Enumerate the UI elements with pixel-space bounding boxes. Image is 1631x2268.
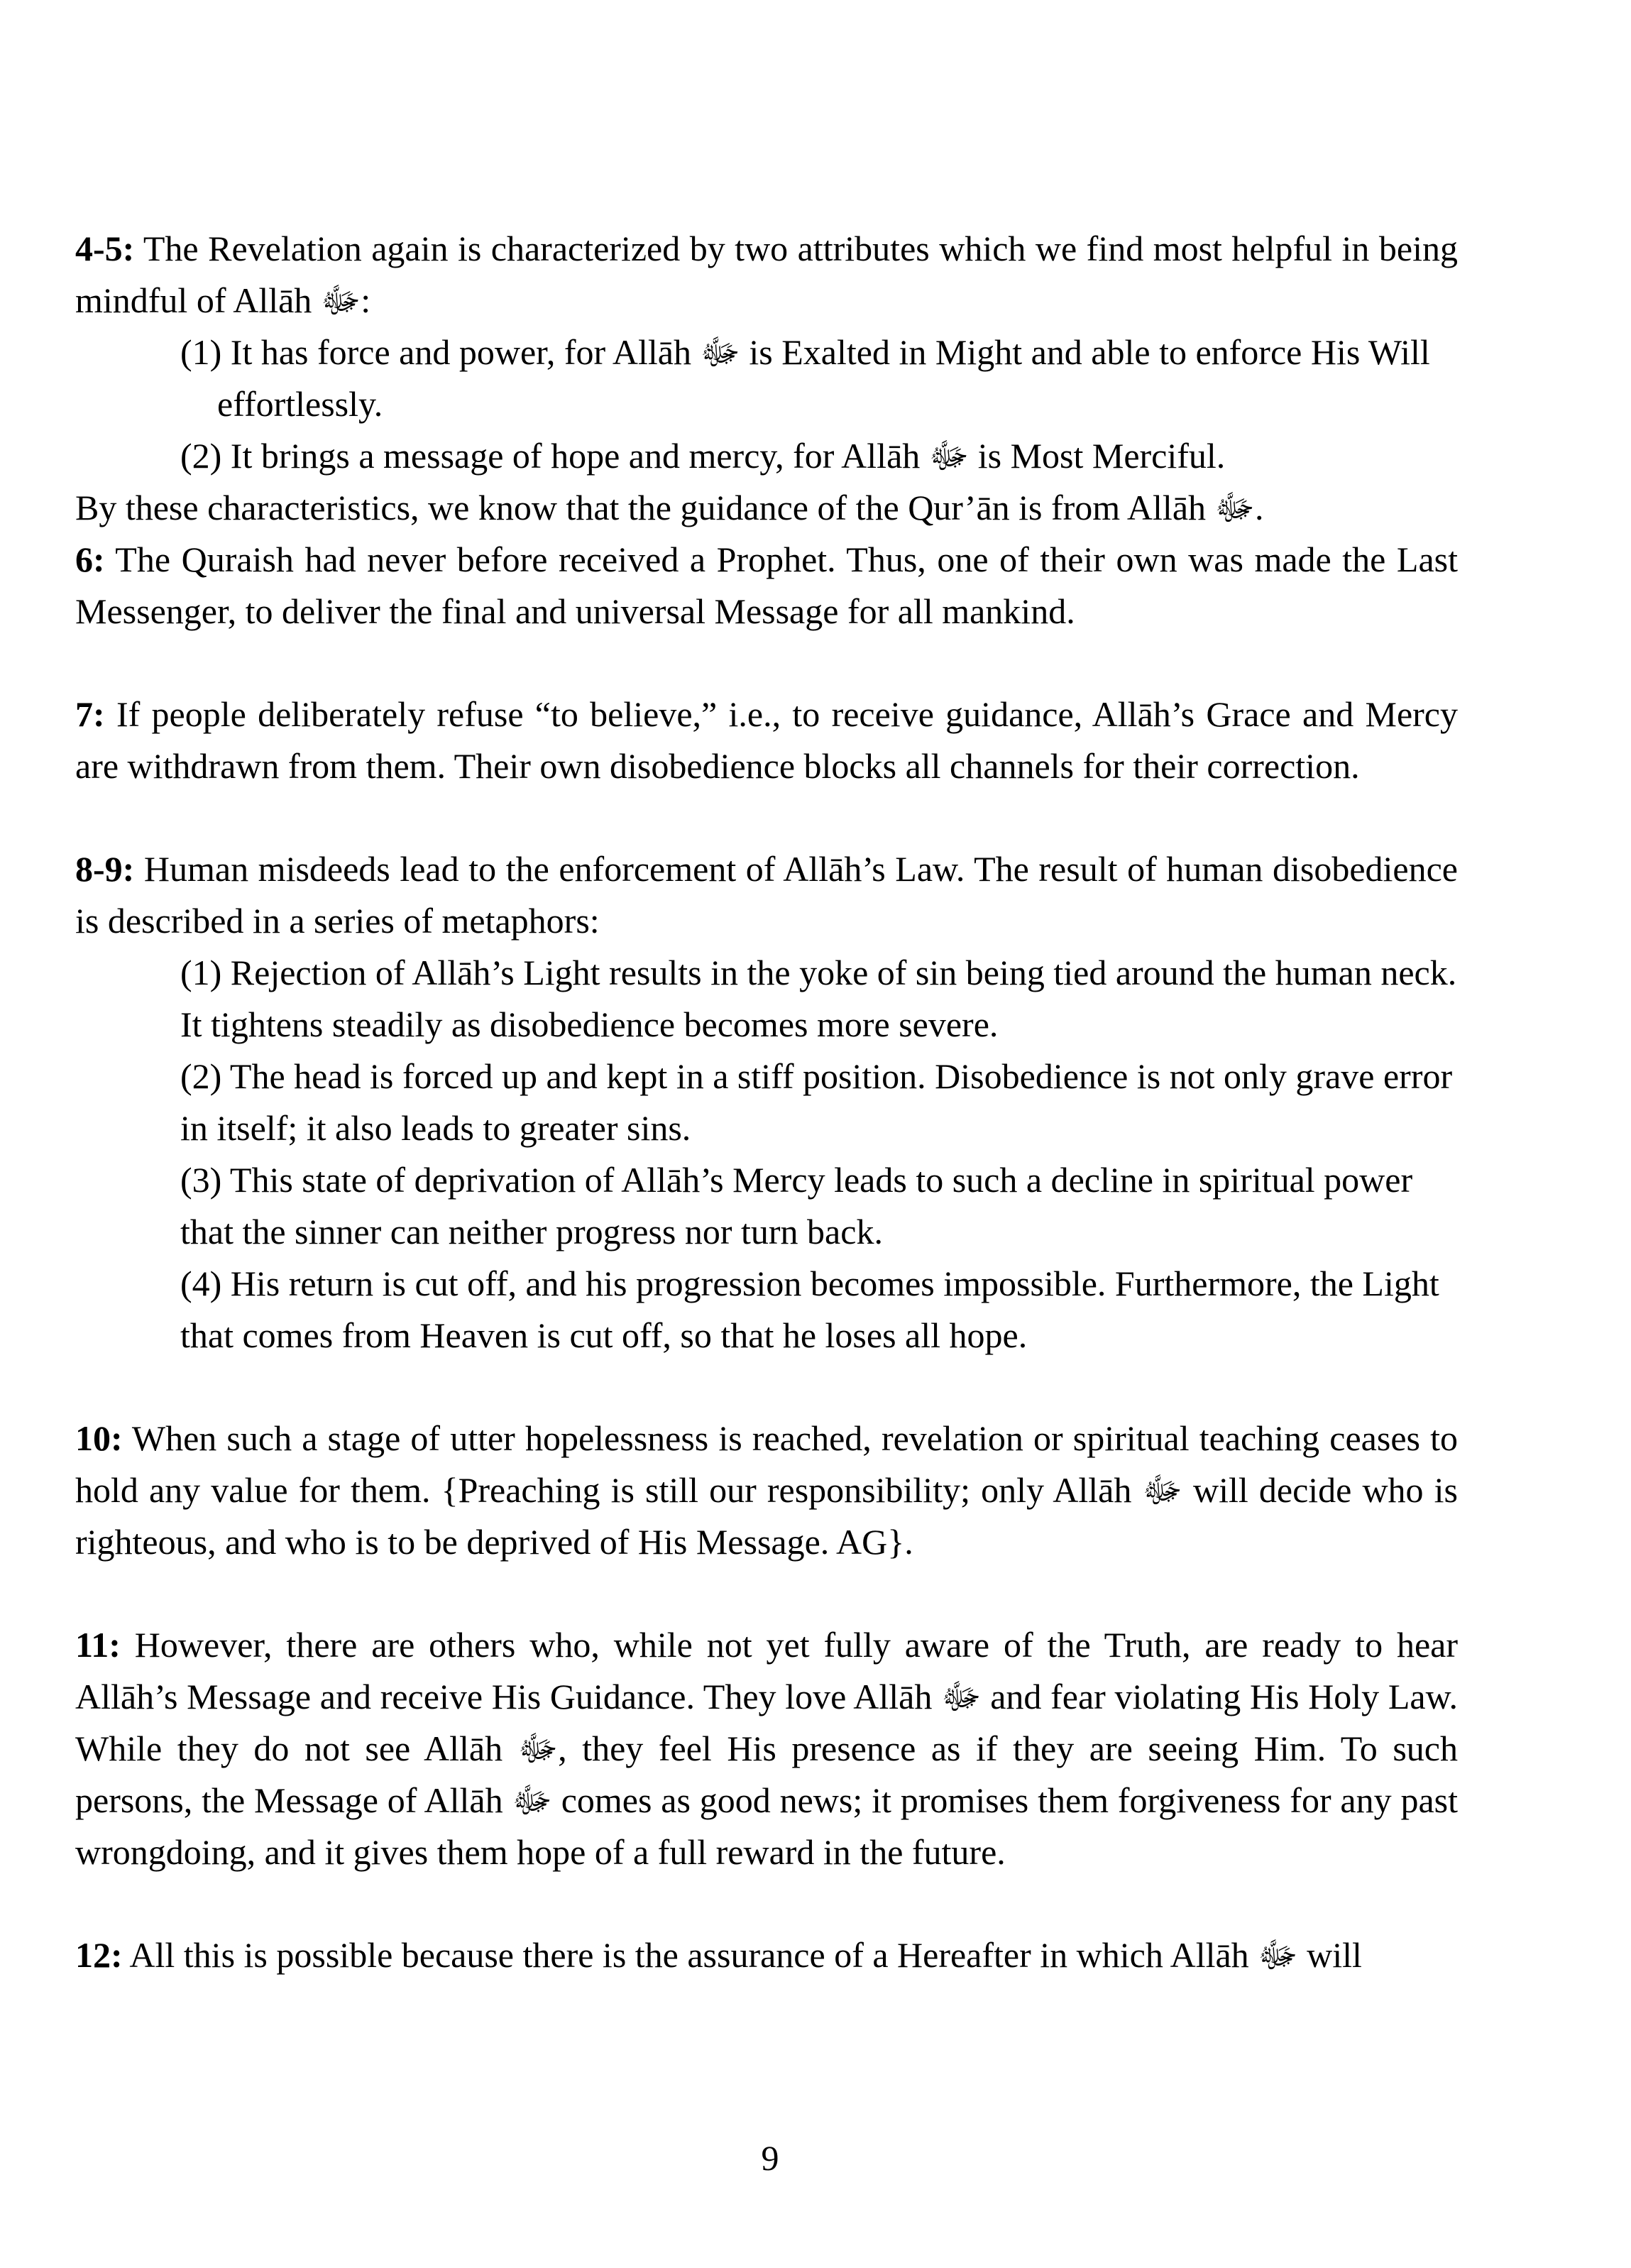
paragraph-12 — [75, 1929, 1458, 1981]
verse-ref: 6: — [75, 539, 105, 579]
list-item: (2) The head is forced up and kept in a stiff position. Disobedience is not only grave error in itself; it also leads to greater sins. — [180, 1056, 1453, 1148]
paragraph-gap — [75, 637, 1458, 689]
paragraph-6 — [75, 534, 1458, 637]
verse-ref: 8-9: — [75, 849, 135, 889]
verse-ref: 10: — [75, 1418, 123, 1458]
paragraph-text: When such a stage of utter hopelessness is reached, revelation or spiritual teaching ceases to hold any value for them. {Preaching is still our responsibility; only Allāh ﷻ will decide who is righteous, and who is to be deprived of His Message. AG}. — [75, 1418, 1458, 1562]
verse-ref: 7: — [75, 694, 105, 734]
verse-ref: 4-5: — [75, 229, 135, 268]
paragraph-text: The Quraish had never before received a Prophet. Thus, one of their own was made the Last Messenger, to deliver the final and universal Message for all mankind. — [75, 539, 1458, 631]
verse-ref: 11: — [75, 1625, 121, 1665]
list-item: (2) It brings a message of hope and mercy, for Allāh ﷻ is Most Merciful. — [180, 436, 1226, 476]
paragraph-11 — [75, 1619, 1458, 1878]
paragraph-10 — [75, 1413, 1458, 1568]
paragraph-closing: By these characteristics, we know that the guidance of the Qur’ān is from Allāh ﷻ. — [75, 488, 1264, 527]
paragraph-4-5 — [75, 223, 1458, 327]
paragraph-text: The Revelation again is characterized by two attributes which we find most helpful in being mindful of Allāh ﷻ: — [75, 229, 1458, 320]
list-item: (3) This state of deprivation of Allāh’s Mercy leads to such a decline in spiritual power that the sinner can neither progress nor turn back. — [180, 1160, 1413, 1251]
paragraph-gap — [75, 1878, 1458, 1929]
paragraph-gap — [75, 792, 1458, 843]
paragraph-text: All this is possible because there is the assurance of a Hereafter in which Allāh ﷻ will — [122, 1935, 1362, 1975]
paragraph-text: Human misdeeds lead to the enforcement of Allāh’s Law. The result of human disobedience is described in a series of metaphors: — [75, 849, 1458, 941]
paragraph-gap — [75, 1362, 1458, 1413]
page-number: 9 — [761, 2138, 779, 2178]
body-text — [75, 223, 1458, 1981]
paragraph-7 — [75, 689, 1458, 792]
paragraph-gap — [75, 1568, 1458, 1619]
paragraph-8-9 — [75, 843, 1458, 947]
verse-ref: 12: — [75, 1935, 123, 1975]
list-item: (4) His return is cut off, and his progression becomes impossible. Furthermore, the Light that comes from Heaven is cut off, so that he loses all hope. — [180, 1264, 1439, 1355]
list-item: (1) Rejection of Allāh’s Light results in the yoke of sin being tied around the human neck. It tightens steadily as disobedience becomes more severe. — [180, 953, 1457, 1044]
list-item: (1) It has force and power, for Allāh ﷻ is Exalted in Might and able to enforce His Will effortlessly. — [180, 332, 1430, 424]
paragraph-text: However, there are others who, while not yet fully aware of the Truth, are ready to hear Allāh’s Message and receive His Guidance. They love Allāh ﷻ and fear violating His Holy Law. While they do not see Allāh ﷻ, they feel His presence as if they are seeing Him. To such persons, the Message of Allāh ﷻ comes as good news; it promises them forgiveness for any past wrongdoing, and it gives them hope of a full reward in the future. — [75, 1625, 1458, 1872]
paragraph-text: If people deliberately refuse “to believe,” i.e., to receive guidance, Allāh’s Grace and Mercy are withdrawn from them. Their own disobedience blocks all channels for their correction. — [75, 694, 1458, 786]
